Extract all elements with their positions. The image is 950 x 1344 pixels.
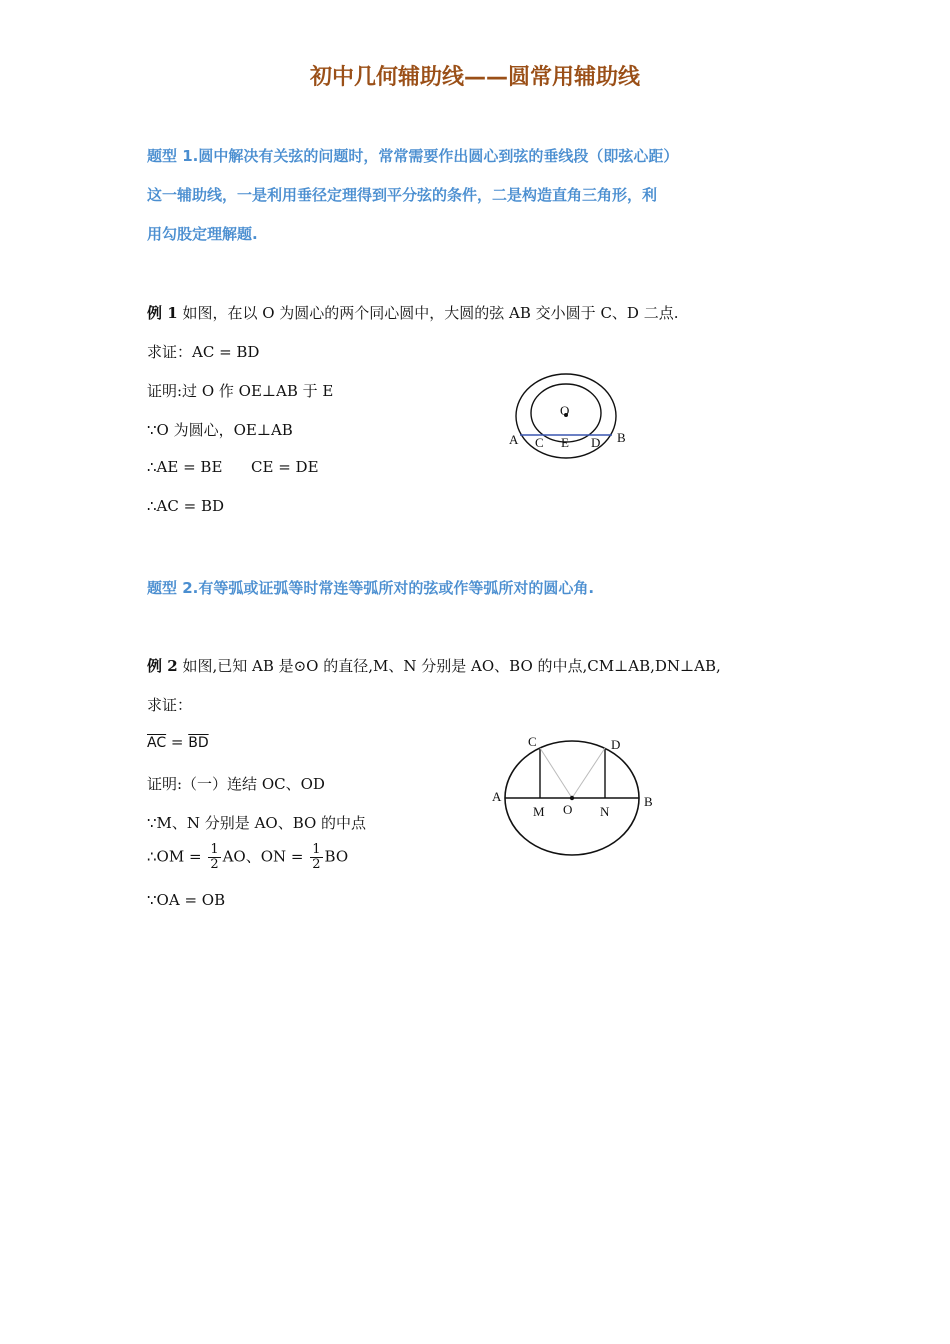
label-m: M (533, 804, 545, 819)
type1-line-1: 题型 1.圆中解决有关弦的问题时，常常需要作出圆心到弦的垂线段（即弦心距） (147, 147, 679, 165)
label-a: A (492, 789, 502, 804)
example2-prove: 求证： (147, 696, 193, 714)
type2-line: 题型 2.有等弧或证弧等时常连等弧所对的弦或作等弧所对的圆心角. (147, 579, 595, 597)
label-o: O (560, 403, 570, 418)
label-n: N (600, 804, 610, 819)
label-b: B (644, 794, 653, 809)
label-d: D (591, 435, 601, 450)
center-point-o (570, 796, 574, 800)
example1-text: 如图，在以 O 为圆心的两个同心圆中，大圆的弦 AB 交小圆于 C、D 二点. (182, 304, 679, 322)
example2-arc-equation (147, 733, 209, 751)
arc-ac: $\overline{AC}$ (147, 735, 167, 751)
label-a: A (509, 432, 519, 447)
label-b: B (617, 430, 626, 445)
example2-label: 例 2 (147, 657, 178, 675)
label-c: C (528, 734, 537, 749)
example2-proof-3 (147, 843, 348, 872)
example2-proof-4: ∵OA = OB (147, 891, 226, 909)
example1-proof-3: ∴AE = BE CE = DE (147, 458, 319, 476)
label-c: C (535, 435, 544, 450)
fraction-half-2: $\frac{1}{2}$ (312, 842, 321, 872)
example1-statement (147, 302, 679, 323)
example1-label: 例 1 (147, 304, 178, 322)
example2-proof-2: ∵M、N 分别是 AO、BO 的中点 (147, 814, 367, 832)
segment-od (572, 748, 605, 798)
bo-text: BO (324, 847, 349, 866)
type1-line-2: 这一辅助线，一是利用垂径定理得到平分弦的条件，二是构造直角三角形，利 (147, 186, 658, 204)
example2-figure (488, 730, 663, 860)
label-d: D (611, 737, 621, 752)
example1-proof-4: ∴AC = BD (147, 497, 225, 515)
arc-bd: $\overline{BD}$ (188, 735, 209, 751)
label-e: E (561, 435, 569, 450)
label-o: O (563, 802, 573, 817)
example1-figure (500, 370, 640, 465)
on-text: AO、ON = (222, 847, 309, 866)
om-text: ∴OM = (147, 847, 207, 866)
fraction-half-1: $\frac{1}{2}$ (210, 842, 219, 872)
arc-eq: = (166, 733, 189, 751)
example1-proof-1: 证明:过 O 作 OE⊥AB 于 E (147, 382, 334, 400)
type1-line-3: 用勾股定理解题. (147, 225, 258, 243)
example2-statement (147, 655, 721, 676)
example1-prove: 求证：AC = BD (147, 343, 260, 361)
segment-oc (540, 748, 572, 798)
example2-proof-1: 证明:（一）连结 OC、OD (147, 775, 325, 793)
example2-text: 如图,已知 AB 是⊙O 的直径,M、N 分别是 AO、BO 的中点,CM⊥AB,DN⊥AB, (182, 657, 721, 675)
example1-proof-2: ∵O 为圆心，OE⊥AB (147, 421, 293, 439)
page-title: 初中几何辅助线——圆常用辅助线 (309, 65, 640, 90)
